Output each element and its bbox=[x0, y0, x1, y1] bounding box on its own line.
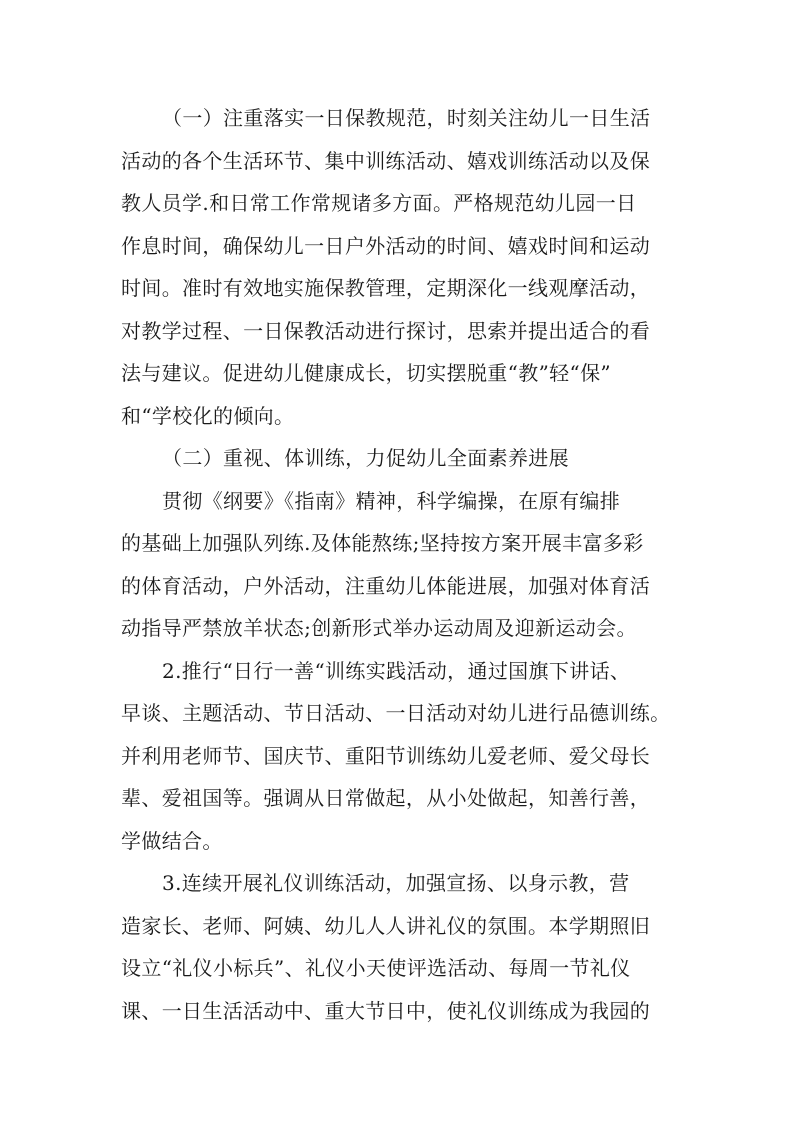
section-heading-2: （二）重视、体训练，力促幼儿全面素养进展 bbox=[162, 446, 569, 470]
paragraph-1-line-6: 对教学过程、一日保教活动进行探讨，思索并提出适合的看 bbox=[121, 319, 651, 343]
paragraph-1-line-3: 教人员学.和日常工作常规诸多方面。严格规范幼儿园一日 bbox=[121, 191, 637, 215]
paragraph-1-line-7: 法与建议。促进幼儿健康成长，切实摆脱重“教”轻“保” bbox=[121, 361, 611, 385]
paragraph-2-line-4: 动指导严禁放羊状态;创新形式举办运动周及迎新运动会。 bbox=[121, 616, 637, 640]
paragraph-4-line-2: 造家长、老师、阿姨、幼儿人人讲礼仪的氛围。本学期照旧 bbox=[121, 914, 651, 938]
paragraph-2-line-3: 的体育活动，户外活动，注重幼儿体能进展，加强对体育活 bbox=[121, 574, 651, 598]
paragraph-1-line-5: 时间。准时有效地实施保教管理，定期深化一线观摩活动， bbox=[121, 276, 651, 300]
paragraph-3-line-1: 2.推行“日行一善“训练实践活动，通过国旗下讲话、 bbox=[162, 659, 631, 683]
paragraph-2-line-1: 贯彻《纲要》《指南》精神，科学编操，在原有编排 bbox=[162, 489, 621, 513]
paragraph-3-line-5: 学做结合。 bbox=[121, 829, 223, 853]
paragraph-1-line-8: 和“学校化的倾向。 bbox=[121, 404, 295, 428]
paragraph-1-line-1: （一）注重落实一日保教规范，时刻关注幼儿一日生活 bbox=[162, 106, 651, 130]
paragraph-4-line-3: 设立“礼仪小标兵”、礼仪小天使评选活动、每周一节礼仪 bbox=[121, 956, 631, 980]
paragraph-4-line-1: 3.连续开展礼仪训练活动，加强宣扬、以身示教，营 bbox=[162, 871, 630, 895]
paragraph-2-line-2: 的基础上加强队列练.及体能熬练;坚持按方案开展丰富多彩 bbox=[121, 531, 644, 555]
paragraph-3-line-2: 早谈、主题活动、节日活动、一日活动对幼儿进行品德训练。 bbox=[121, 701, 671, 725]
paragraph-1-line-4: 作息时间，确保幼儿一日户外活动的时间、嬉戏时间和运动 bbox=[121, 234, 651, 258]
paragraph-4-line-4: 课、一日生活活动中、重大节日中，使礼仪训练成为我园的 bbox=[121, 999, 651, 1023]
paragraph-1-line-2: 活动的各个生活环节、集中训练活动、嬉戏训练活动以及保 bbox=[121, 149, 651, 173]
paragraph-3-line-4: 辈、爱祖国等。强调从日常做起，从小处做起，知善行善， bbox=[121, 786, 651, 810]
paragraph-3-line-3: 并利用老师节、国庆节、重阳节训练幼儿爱老师、爱父母长 bbox=[121, 744, 651, 768]
